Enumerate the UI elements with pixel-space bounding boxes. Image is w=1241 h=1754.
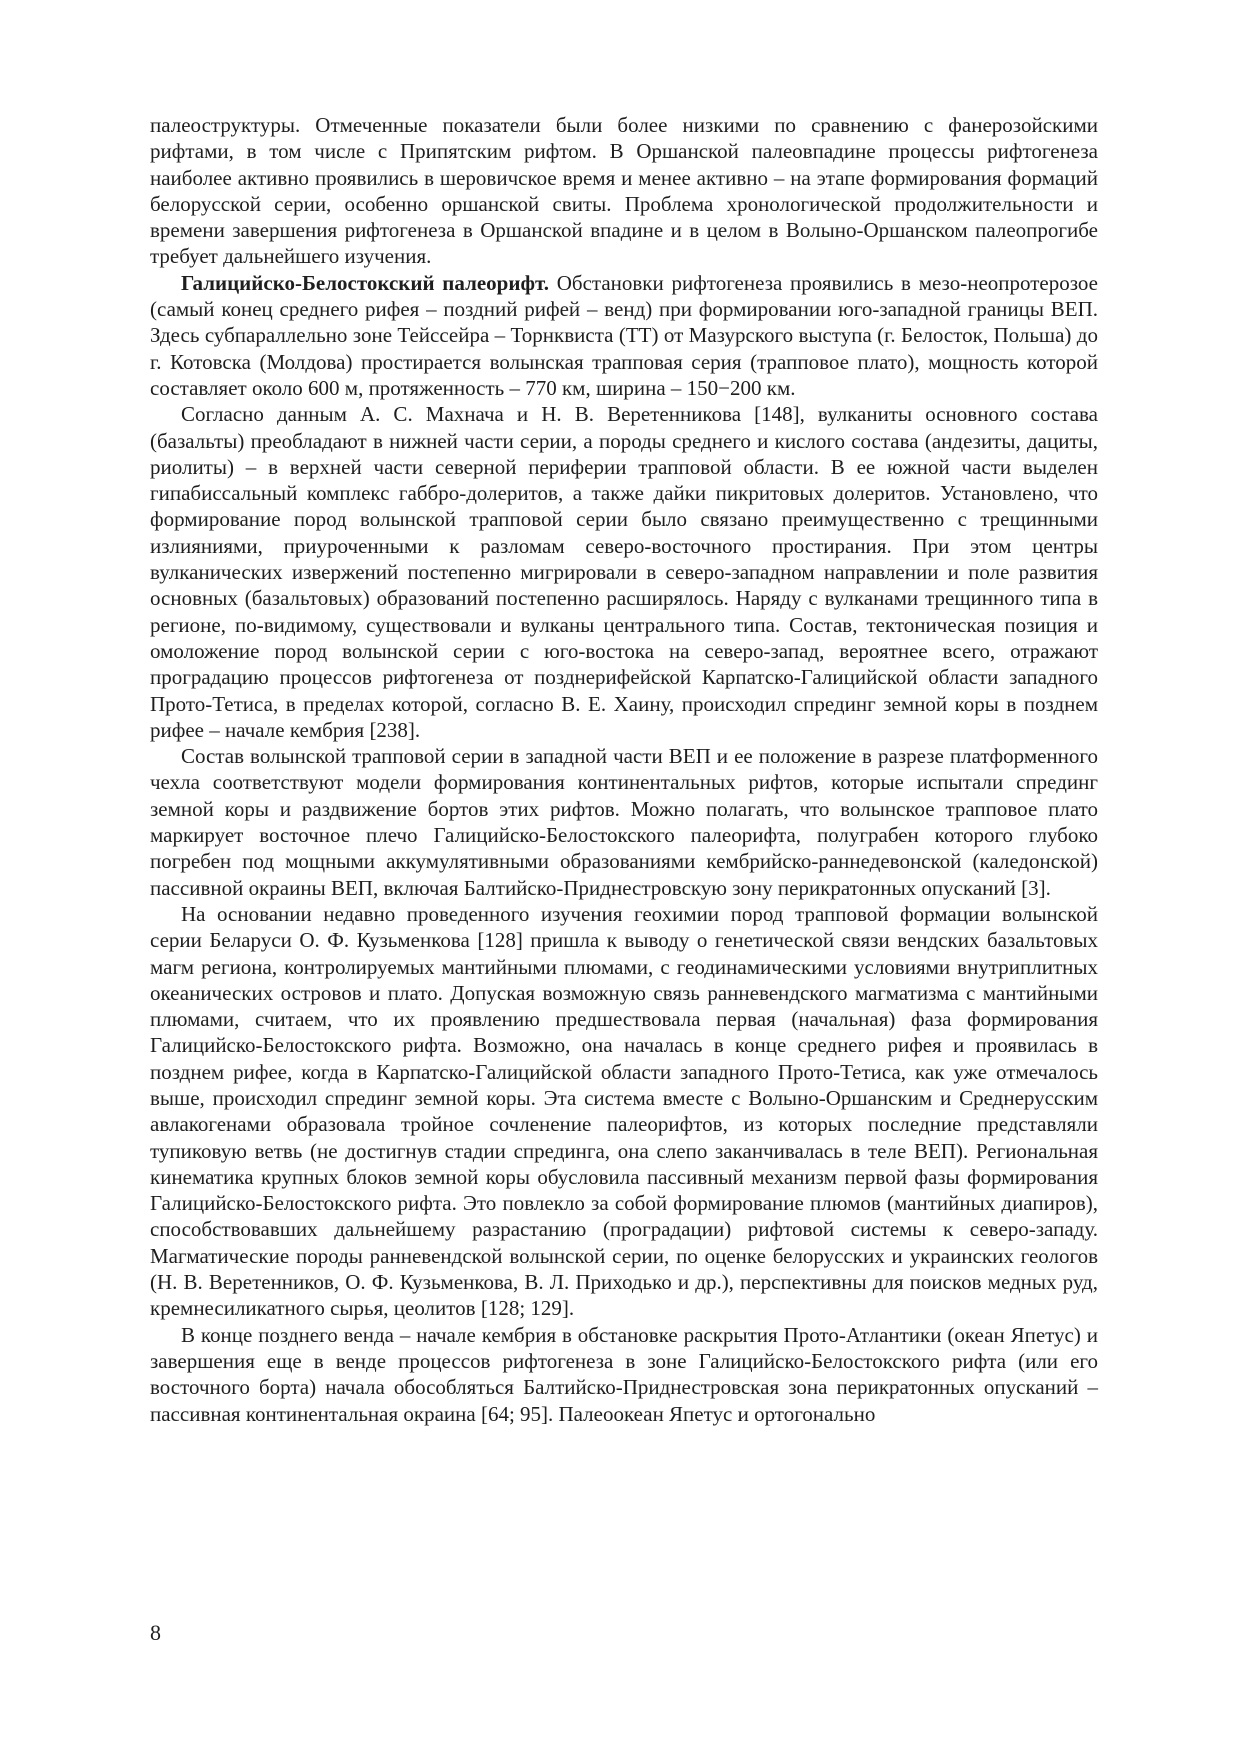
section-heading: Галицийско-Белостокский палеорифт. <box>181 270 549 295</box>
paragraph-text: Согласно данным А. С. Махнача и Н. В. Веретенникова [148], вулканиты основного состава (базальты) преобладают в нижней части серии, а породы среднего и кислого состава (андезиты, дациты, риолиты) – в верхней части северной периферии трапповой области. В ее южной части выделен гипабиссальный комплекс габбро-долеритов, а также дайки пикритовых долеритов. Установлено, что формирование пород волынской трапповой серии было связано преимущественно с трещинными излияниями, приуроченными к разломам северо-восточного простирания. При этом центры вулканических извержений постепенно мигрировали в северо-западном направлении и поле развития основных (базальтовых) образований постепенно расширялось. Наряду с вулканами трещинного типа в регионе, по-видимому, существовали и вулканы центрального типа. Состав, тектоническая позиция и омоложение пород волынской серии с юго-востока на северо-запад, вероятнее всего, отражают проградацию процессов рифтогенеза от позднерифейской Карпатско-Галицийской области западного Прото-Тетиса, в пределах которой, согласно В. Е. Хаину, происходил спрединг земной коры в позднем рифее – начале кембрия [238]. <box>150 402 1098 742</box>
paragraph <box>150 901 1098 1322</box>
paragraph <box>150 112 1098 270</box>
paragraph-text: В конце позднего венда – начале кембрия в обстановке раскрытия Прото-Атлантики (океан Япетус) и завершения еще в венде процессов рифтогенеза в зоне Галицийско-Белостокского рифта (или его восточного борта) начала обособляться Балтийско-Приднестровская зона перикратонных опусканий – пассивная континентальная окраина [64; 95]. Палеоокеан Япетус и ортогонально <box>150 1322 1098 1426</box>
paragraph-text: Обстановки рифтогенеза проявились в мезо-неопротерозое (самый конец среднего рифея – поздний рифей – венд) при формировании юго-западной границы ВЕП. Здесь субпараллельно зоне Тейссейра – Торнквиста (ТТ) от Мазурского выступа (г. Белосток, Польша) до г. Котовска (Молдова) простирается волынская трапповая серия (трапповое плато), мощность которой составляет около 600 м, протяженность – 770 км, ширина – 150−200 км. <box>150 270 1098 400</box>
paragraph <box>150 1322 1098 1427</box>
paragraph-text: На основании недавно проведенного изучения геохимии пород трапповой формации волынской серии Беларуси О. Ф. Кузьменкова [128] пришла к выводу о генетической связи вендских базальтовых магм региона, контролируемых мантийными плюмами, с геодинамическими условиями внутриплитных океанических островов и плато. Допуская возможную связь ранневендского магматизма с мантийными плюмами, считаем, что их проявлению предшествовала первая (начальная) фаза формирования Галицийско-Белостокского рифта. Возможно, она началась в конце среднего рифея и проявилась в позднем рифее, когда в Карпатско-Галицийской области западного Прото-Тетиса, как уже отмечалось выше, происходил спрединг земной коры. Эта система вместе с Волыно-Оршанским и Среднерусским авлакогенами образовала тройное сочленение палеорифтов, из которых последние представляли тупиковую ветвь (не достигнув стадии спрединга, она слепо заканчивалась в теле ВЕП). Региональная кинематика крупных блоков земной коры обусловила пассивный механизм первой фазы формирования Галицийско-Белостокского рифта. Это повлекло за собой формирование плюмов (мантийных диапиров), способствовавших дальнейшему разрастанию (проградации) рифтовой системы к северо-западу. Магматические породы ранневендской волынской серии, по оценке белорусских и украинских геологов (Н. В. Веретенников, О. Ф. Кузьменкова, В. Л. Приходько и др.), перспективны для поисков медных руд, кремнесиликатного сырья, цеолитов [128; 129]. <box>150 901 1098 1321</box>
paragraph-text: палеоструктуры. Отмеченные показатели были более низкими по сравнению с фанерозойскими рифтами, в том числе с Припятским рифтом. В Оршанской палеовпадине процессы рифтогенеза наиболее активно проявились в шеровичское время и менее активно – на этапе формирования формаций белорусской серии, особенно оршанской свиты. Проблема хронологической продолжительности и времени завершения рифтогенеза в Оршанской впадине и в целом в Волыно-Оршанском палеопрогибе требует дальнейшего изучения. <box>150 113 1098 269</box>
paragraph <box>150 743 1098 901</box>
paragraph <box>150 401 1098 743</box>
body-text <box>150 112 1098 1427</box>
paragraph <box>150 270 1098 401</box>
page-number: 8 <box>150 1620 161 1645</box>
paragraph-text: Состав волынской трапповой серии в западной части ВЕП и ее положение в разрезе платформенного чехла соответствуют модели формирования континентальных рифтов, которые испытали спрединг земной коры и раздвижение бортов этих рифтов. Можно полагать, что волынское трапповое плато маркирует восточное плечо Галицийско-Белостокского палеорифта, полуграбен которого глубоко погребен под мощными аккумулятивными образованиями кембрийско-раннедевонской (каледонской) пассивной окраины ВЕП, включая Балтийско-Приднестровскую зону перикратонных опусканий [3]. <box>150 744 1098 900</box>
